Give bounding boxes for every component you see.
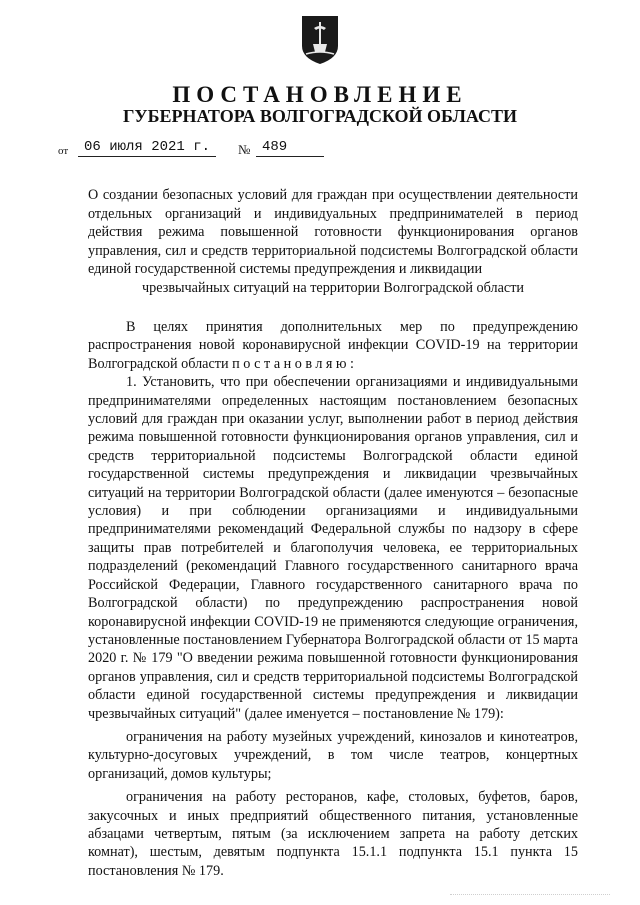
decree-word: постановляю:: [232, 355, 358, 372]
preamble-text: В целях принятия дополнительных мер по предупреждению распространения новой коронавирусной инфекции COVID-19 на территории Волгоградской области: [88, 319, 578, 372]
document-body: [88, 318, 578, 880]
from-label: от: [58, 145, 69, 157]
title-last-line: чрезвычайных ситуаций на территории Волгоградской области: [142, 279, 524, 296]
coat-of-arms-icon: [300, 14, 340, 66]
restriction-paragraph-museums: ограничения на работу музейных учреждений, кинозалов и кинотеатров, культурно-досуговых учреждений, в том числе театров, концертных организаций, домов культуры;: [88, 728, 578, 782]
scan-footer-mark: [450, 894, 610, 896]
issuer-heading: ГУБЕРНАТОРА ВОЛГОГРАДСКОЙ ОБЛАСТИ: [122, 106, 518, 126]
document-title: [88, 186, 578, 298]
date-field: 06 июля 2021 г.: [78, 138, 216, 157]
number-field: 489: [256, 138, 324, 157]
restriction-paragraph-catering: ограничения на работу ресторанов, кафе, столовых, буфетов, баров, закусочных и иных предприятий общественного питания, установленные абзацами четвертым, пятым (за исключением запрета на работу детских комнат), шестым, девятым подпункта 15.1.1 подпункта 15.1 пункта 15 постановления № 179.: [88, 789, 578, 879]
coat-of-arms-emblem: [300, 14, 340, 66]
number-label: №: [238, 142, 251, 157]
preamble-paragraph: [88, 318, 578, 373]
title-text: О создании безопасных условий для граждан при осуществлении деятельности отдельных организаций и индивидуальных предпринимателей в период действия режима повышенной готовности функционирования органов управления, сил и средств территориальной подсистемы Волгоградской области единой государственной системы предупреждения и ликвидации: [88, 187, 578, 278]
clause-1-paragraph: 1. Установить, что при обеспечении организациями и индивидуальными предпринимателями определенных настоящим постановлением безопасных условий для граждан при оказании услуг, выполнении работ в период действия режима повышенной готовности функционирования органов управления, сил и средств территориальной подсистемы Волгоградской области единой государственной системы предупреждения и ликвидации чрезвычайных ситуаций на территории Волгоградской области (далее именуются – безопасные условия) и при соблюдении организациями и индивидуальными предпринимателями рекомендаций Федеральной службы по надзору в сфере защиты прав потребителей и благополучия человека, ее территориальных подразделений (рекомендаций Главного государственного санитарного врача Российской Федерации, Главного государственного санитарного врача по Волгоградской области) по предупреждению распространения новой коронавирусной инфекции COVID-19 не применяются следующие ограничения, установленные постановлением Губернатора Волгоградской области от 15 марта 2020 г. № 179 "О введении режима повышенной готовности функционирования органов управления, сил и средств территориальной подсистемы Волгоградской области единой государственной системы предупреждения и ликвидации чрезвычайных ситуаций" (далее именуется – постановление № 179):: [88, 374, 578, 722]
document-heading: ПОСТАНОВЛЕНИЕ: [172, 82, 468, 107]
